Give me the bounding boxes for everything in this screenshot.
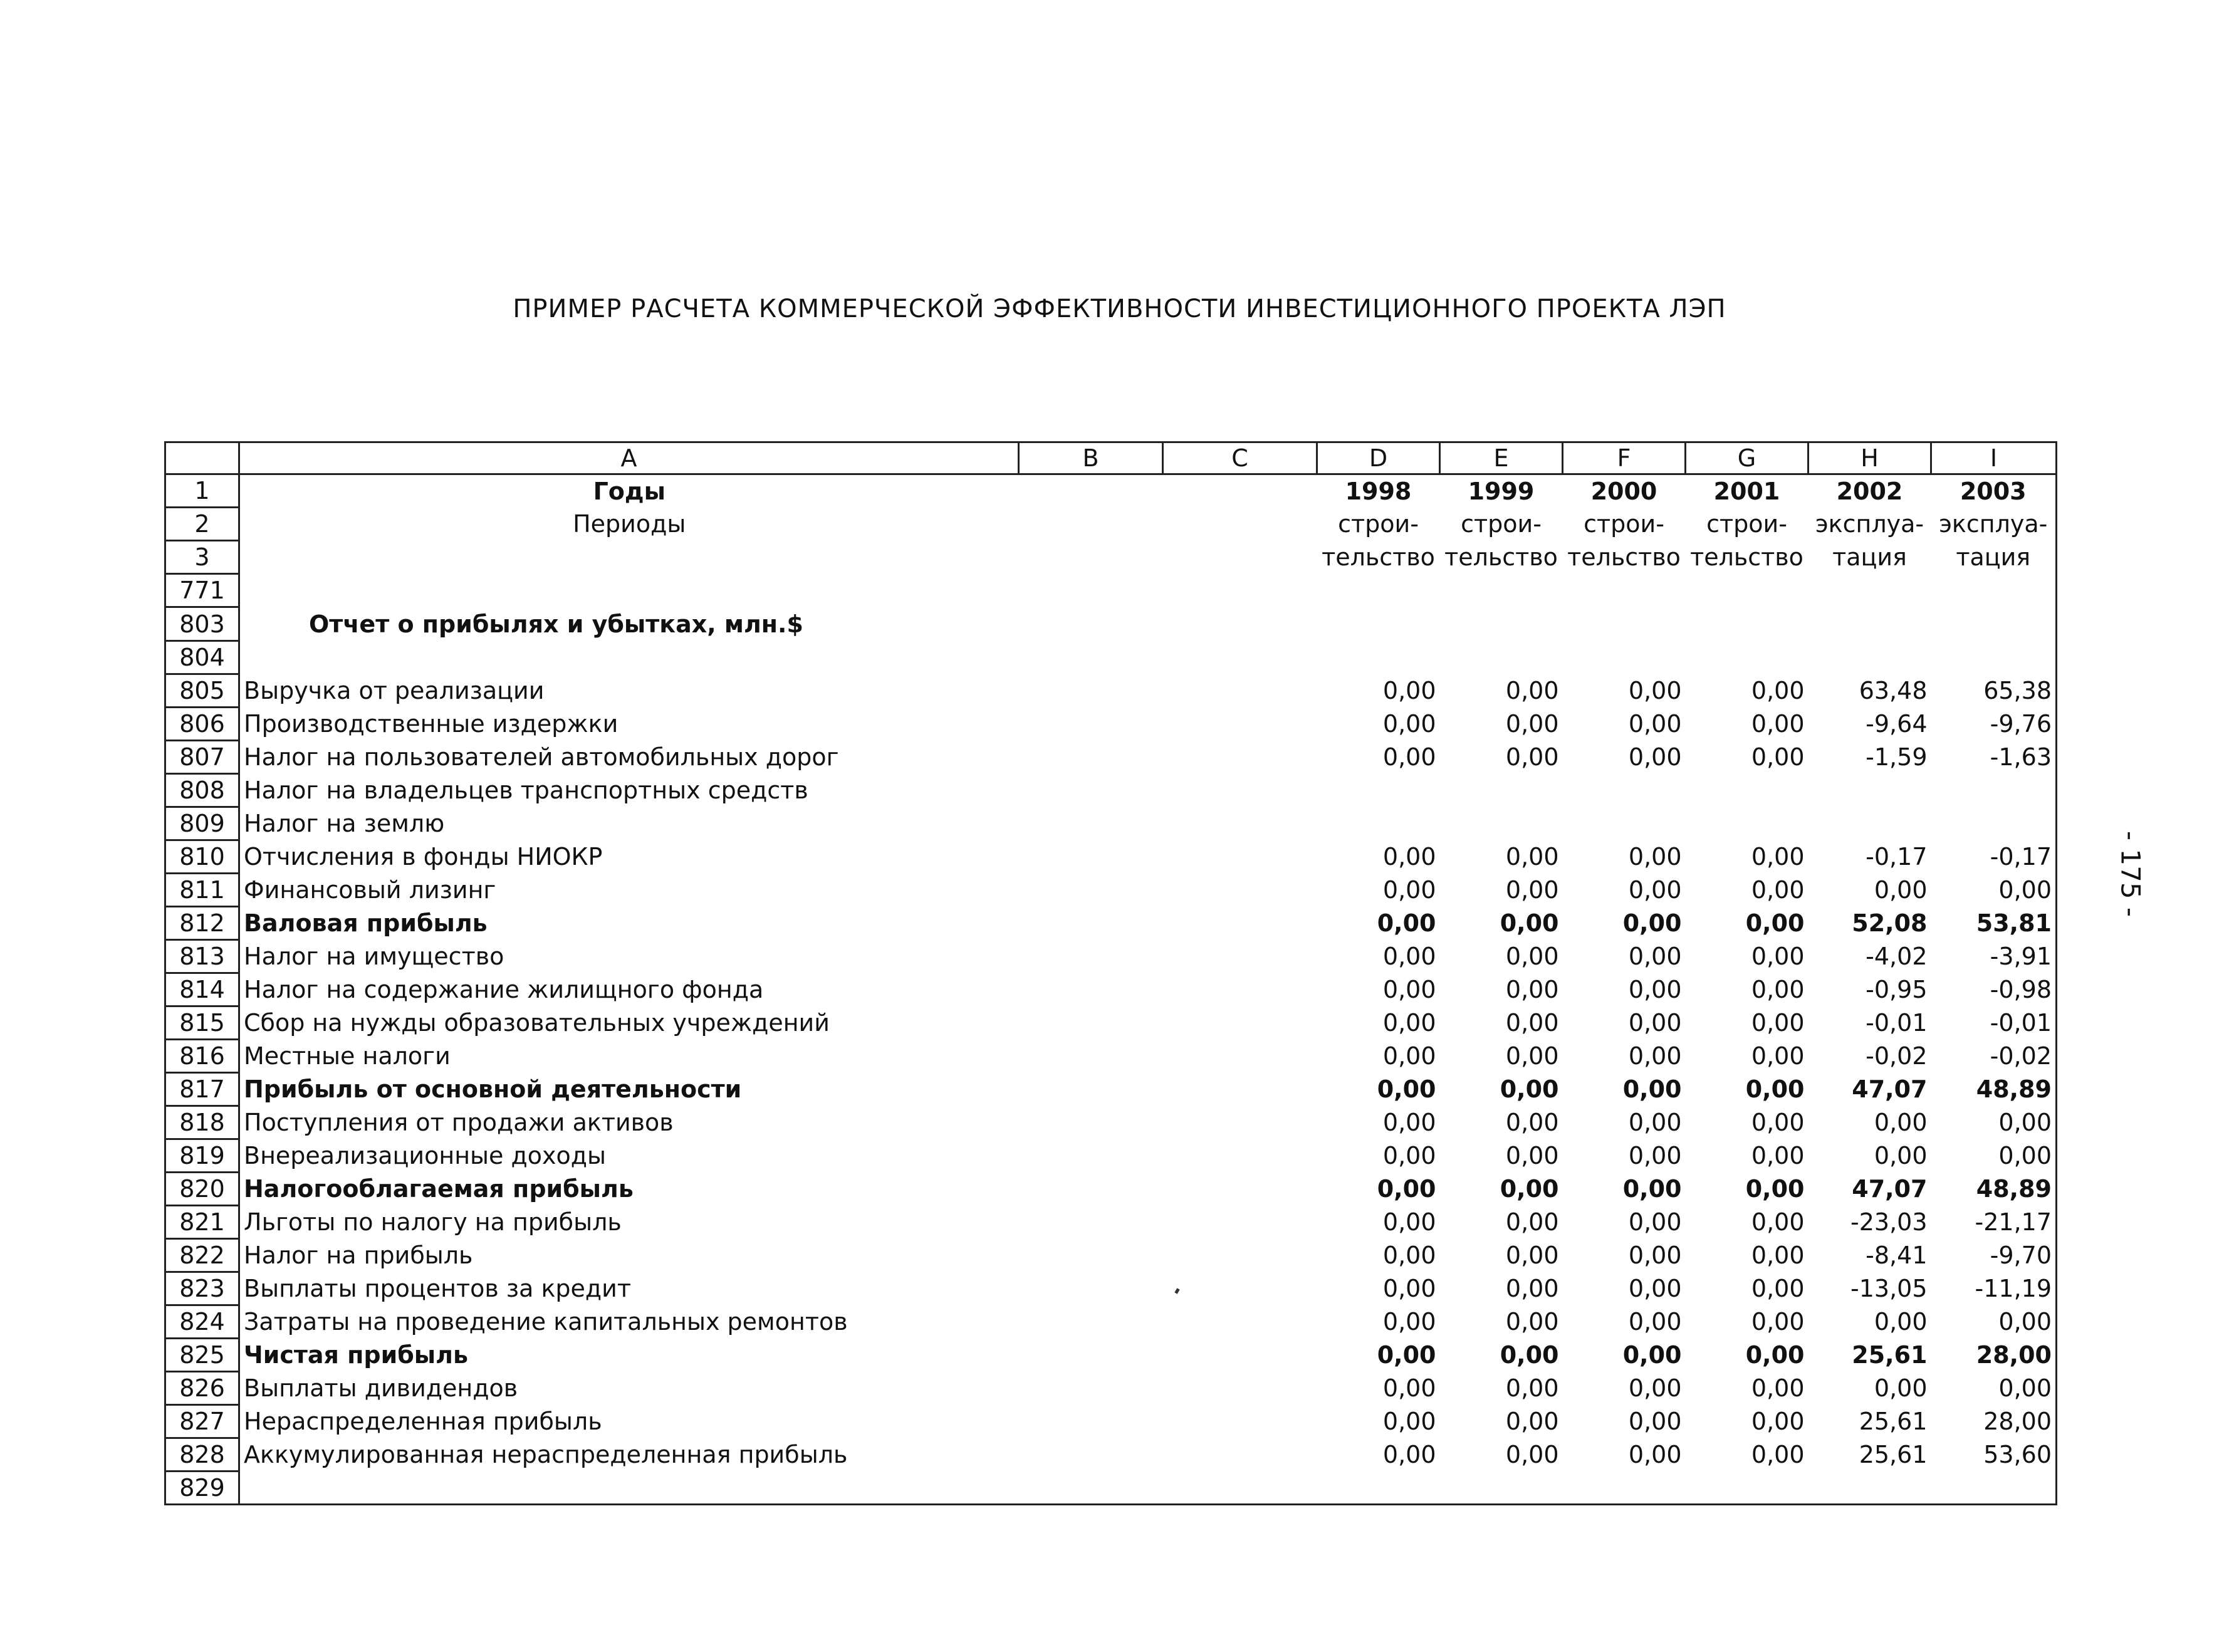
periods-label: Периоды <box>239 508 1019 541</box>
value-cell: 0,00 <box>1628 1109 1682 1136</box>
value-cell: 0,00 <box>1751 843 1805 870</box>
document-title: ПРИМЕР РАСЧЕТА КОММЕРЧЕСКОЙ ЭФФЕКТИВНОСТИ ИНВЕСТИЦИОННОГО ПРОЕКТА ЛЭП <box>513 295 1726 323</box>
table-row <box>165 1006 2057 1040</box>
table-row <box>165 741 2057 774</box>
value-cell: 0,00 <box>1628 1242 1682 1269</box>
value-cell: -11,19 <box>1931 1272 2057 1305</box>
value-cell: 0,00 <box>1745 1175 1805 1203</box>
row-label: Налог на владельцев транспортных средств <box>239 774 1317 807</box>
table-row <box>165 1272 2057 1305</box>
row-number: 814 <box>165 973 239 1006</box>
value-cell: 0,00 <box>1505 843 1559 870</box>
column-header: G <box>1686 442 1808 474</box>
periods-row <box>165 508 2057 541</box>
value-cell: 0,00 <box>1505 976 1559 1003</box>
row-label: Поступления от продажи активов <box>239 1106 1317 1139</box>
row-number: 829 <box>165 1472 239 1505</box>
value-cell: 0,00 <box>1628 710 1682 738</box>
value-cell: -0,02 <box>1866 1042 1928 1070</box>
value-cell: -4,02 <box>1866 943 1928 970</box>
table-row <box>165 708 2057 741</box>
value-cell: 0,00 <box>1377 1075 1436 1103</box>
value-cell: 0,00 <box>1505 1109 1559 1136</box>
value-cell: -1,59 <box>1866 743 1928 771</box>
row-label: Местные налоги <box>239 1040 1317 1073</box>
value-cell: -23,03 <box>1850 1208 1928 1236</box>
column-header: D <box>1317 442 1440 474</box>
period-cell: строи- <box>1706 510 1787 538</box>
table-row <box>165 1073 2057 1106</box>
table-row <box>165 1206 2057 1239</box>
value-cell: 0,00 <box>1382 976 1436 1003</box>
value-cell: 0,00 <box>1628 876 1682 904</box>
row-number: 818 <box>165 1106 239 1139</box>
value-cell: -21,17 <box>1931 1206 2057 1239</box>
row-label: Прибыль от основной деятельности <box>239 1073 1317 1106</box>
row-number: 823 <box>165 1272 239 1305</box>
year-cell: 2001 <box>1713 477 1780 505</box>
period-cell: строи- <box>1461 510 1542 538</box>
value-cell: 65,38 <box>1931 674 2057 708</box>
row-label: Производственные издержки <box>239 708 1317 741</box>
value-cell: 53,60 <box>1931 1438 2057 1472</box>
period-cell: строи- <box>1338 510 1419 538</box>
value-cell: -3,91 <box>1931 940 2057 973</box>
value-cell: 0,00 <box>1382 1275 1436 1302</box>
table-row <box>165 1405 2057 1438</box>
value-cell <box>1440 807 1563 840</box>
value-cell: 0,00 <box>1751 1408 1805 1435</box>
period-cell: эксплуа- <box>1931 508 2057 541</box>
row-number: 816 <box>165 1040 239 1073</box>
table-row <box>165 1438 2057 1472</box>
value-cell: 0,00 <box>1751 976 1805 1003</box>
column-header: H <box>1808 442 1931 474</box>
value-cell: 0,00 <box>1382 1109 1436 1136</box>
row-number: 812 <box>165 907 239 940</box>
row-label: Отчисления в фонды НИОКР <box>239 840 1317 874</box>
value-cell: 28,00 <box>1931 1405 2057 1438</box>
table-row <box>165 940 2057 973</box>
value-cell: 0,00 <box>1382 743 1436 771</box>
table-row <box>165 840 2057 874</box>
row-number: 828 <box>165 1438 239 1472</box>
empty-row <box>165 574 2057 607</box>
table-row <box>165 907 2057 940</box>
value-cell: 0,00 <box>1377 1341 1436 1369</box>
value-cell: 0,00 <box>1751 1042 1805 1070</box>
row-number: 819 <box>165 1139 239 1173</box>
value-cell: 0,00 <box>1628 1408 1682 1435</box>
value-cell <box>1931 807 2057 840</box>
column-header: E <box>1440 442 1563 474</box>
row-number: 803 <box>165 607 239 641</box>
value-cell: 0,00 <box>1377 909 1436 937</box>
value-cell: 48,89 <box>1931 1173 2057 1206</box>
value-cell <box>1317 774 1440 807</box>
value-cell <box>1563 774 1686 807</box>
row-label: Налог на прибыль <box>239 1239 1317 1272</box>
value-cell: 0,00 <box>1874 1374 1928 1402</box>
value-cell: 0,00 <box>1628 743 1682 771</box>
value-cell: 25,61 <box>1852 1341 1928 1369</box>
value-cell: 0,00 <box>1382 1308 1436 1336</box>
table-row <box>165 874 2057 907</box>
row-number: 822 <box>165 1239 239 1272</box>
row-number: 771 <box>165 574 239 607</box>
value-cell: 0,00 <box>1622 1075 1682 1103</box>
row-label: Выплаты процентов за кредит <box>239 1272 1317 1305</box>
value-cell: 52,08 <box>1852 909 1928 937</box>
table-row <box>165 973 2057 1006</box>
corner-cell <box>165 442 239 474</box>
value-cell <box>1931 774 2057 807</box>
table-row <box>165 674 2057 708</box>
row-label: Нераспределенная прибыль <box>239 1405 1317 1438</box>
value-cell: 0,00 <box>1382 710 1436 738</box>
value-cell: -9,70 <box>1931 1239 2057 1272</box>
period-cell: эксплуа- <box>1815 510 1924 538</box>
value-cell: 0,00 <box>1382 1042 1436 1070</box>
value-cell: 0,00 <box>1382 677 1436 704</box>
section-row <box>165 607 2057 641</box>
value-cell: 0,00 <box>1628 1142 1682 1169</box>
value-cell: 0,00 <box>1628 1374 1682 1402</box>
value-cell: 0,00 <box>1377 1175 1436 1203</box>
value-cell: 0,00 <box>1751 1208 1805 1236</box>
row-number: 2 <box>165 508 239 541</box>
value-cell: 0,00 <box>1382 1142 1436 1169</box>
column-header: F <box>1563 442 1686 474</box>
value-cell <box>1686 774 1808 807</box>
value-cell: 0,00 <box>1628 1009 1682 1037</box>
period-cell: тельство <box>1567 543 1681 571</box>
value-cell: 0,00 <box>1505 1374 1559 1402</box>
value-cell: 0,00 <box>1505 710 1559 738</box>
row-label: Чистая прибыль <box>239 1339 1317 1372</box>
row-label: Налогооблагаемая прибыль <box>239 1173 1317 1206</box>
row-number: 809 <box>165 807 239 840</box>
value-cell: 0,00 <box>1751 1441 1805 1468</box>
value-cell: 0,00 <box>1382 1441 1436 1468</box>
row-label: Финансовый лизинг <box>239 874 1317 907</box>
value-cell: 0,00 <box>1751 1374 1805 1402</box>
value-cell: 48,89 <box>1931 1073 2057 1106</box>
value-cell: 0,00 <box>1505 1308 1559 1336</box>
value-cell: 0,00 <box>1505 677 1559 704</box>
table-row <box>165 1139 2057 1173</box>
value-cell: 0,00 <box>1505 876 1559 904</box>
year-cell: 2000 <box>1590 477 1657 505</box>
row-number: 1 <box>165 474 239 508</box>
table-row <box>165 774 2057 807</box>
value-cell: 0,00 <box>1751 710 1805 738</box>
page-number: - 175 - <box>2115 830 2146 917</box>
section-title: Отчет о прибылях и убытках, млн.$ <box>239 607 1931 641</box>
row-number: 825 <box>165 1339 239 1372</box>
value-cell: 0,00 <box>1628 677 1682 704</box>
period-cell: тация <box>1832 543 1907 571</box>
value-cell <box>1440 774 1563 807</box>
value-cell: 0,00 <box>1622 1341 1682 1369</box>
table-row <box>165 1305 2057 1339</box>
value-cell: 47,07 <box>1852 1075 1928 1103</box>
column-header: B <box>1019 442 1163 474</box>
value-cell <box>1808 774 1931 807</box>
value-cell: 0,00 <box>1751 1308 1805 1336</box>
row-label: Выручка от реализации <box>239 674 1317 708</box>
value-cell: 0,00 <box>1505 1208 1559 1236</box>
value-cell: 0,00 <box>1622 1175 1682 1203</box>
value-cell: 0,00 <box>1751 1275 1805 1302</box>
value-cell: 0,00 <box>1382 1374 1436 1402</box>
value-cell: 47,07 <box>1852 1175 1928 1203</box>
column-header: A <box>239 442 1019 474</box>
value-cell: 0,00 <box>1622 909 1682 937</box>
row-label: Льготы по налогу на прибыль <box>239 1206 1317 1239</box>
period-cell: тельство <box>1690 543 1803 571</box>
value-cell: 0,00 <box>1931 1372 2057 1405</box>
value-cell: 0,00 <box>1500 1075 1559 1103</box>
value-cell: 0,00 <box>1751 1009 1805 1037</box>
row-number: 810 <box>165 840 239 874</box>
row-label: Налог на имущество <box>239 940 1317 973</box>
value-cell: 0,00 <box>1382 1408 1436 1435</box>
value-cell: -0,01 <box>1931 1006 2057 1040</box>
row-number: 811 <box>165 874 239 907</box>
value-cell: 0,00 <box>1382 876 1436 904</box>
value-cell: 0,00 <box>1628 1042 1682 1070</box>
value-cell: 0,00 <box>1628 843 1682 870</box>
year-cell: 1999 <box>1468 477 1535 505</box>
row-label: Валовая прибыль <box>239 907 1317 940</box>
value-cell: 0,00 <box>1628 976 1682 1003</box>
value-cell: -0,02 <box>1931 1040 2057 1073</box>
value-cell: 0,00 <box>1931 1139 2057 1173</box>
value-cell: 0,00 <box>1505 1441 1559 1468</box>
value-cell <box>1808 807 1931 840</box>
value-cell: 0,00 <box>1628 943 1682 970</box>
row-number: 821 <box>165 1206 239 1239</box>
value-cell: 0,00 <box>1628 1275 1682 1302</box>
table-row <box>165 1372 2057 1405</box>
year-cell: 1998 <box>1345 477 1412 505</box>
empty-row <box>165 1472 2057 1505</box>
value-cell: -9,76 <box>1931 708 2057 741</box>
value-cell: 25,61 <box>1859 1441 1928 1468</box>
profit-loss-table <box>164 441 2057 1505</box>
row-label: Сбор на нужды образовательных учреждений <box>239 1006 1317 1040</box>
row-number: 807 <box>165 741 239 774</box>
row-number: 826 <box>165 1372 239 1405</box>
value-cell: 0,00 <box>1931 1305 2057 1339</box>
periods-row-continued <box>165 541 2057 574</box>
value-cell <box>1317 807 1440 840</box>
value-cell: -0,98 <box>1931 973 2057 1006</box>
value-cell: 0,00 <box>1505 1408 1559 1435</box>
value-cell: 0,00 <box>1505 943 1559 970</box>
value-cell: 0,00 <box>1500 909 1559 937</box>
value-cell: 0,00 <box>1628 1308 1682 1336</box>
value-cell: 0,00 <box>1874 1308 1928 1336</box>
row-label: Налог на пользователей автомобильных дорог <box>239 741 1317 774</box>
value-cell: 0,00 <box>1505 1009 1559 1037</box>
value-cell: 0,00 <box>1382 1208 1436 1236</box>
year-cell: 2002 <box>1836 477 1903 505</box>
column-header: C <box>1163 442 1317 474</box>
value-cell: 0,00 <box>1751 1242 1805 1269</box>
value-cell: 0,00 <box>1751 876 1805 904</box>
period-cell: тельство <box>1322 543 1435 571</box>
row-number: 827 <box>165 1405 239 1438</box>
value-cell: 0,00 <box>1628 1208 1682 1236</box>
row-number: 806 <box>165 708 239 741</box>
row-label: Налог на землю <box>239 807 1317 840</box>
row-number: 824 <box>165 1305 239 1339</box>
column-header: I <box>1931 442 2057 474</box>
value-cell: 0,00 <box>1382 843 1436 870</box>
empty-row <box>165 641 2057 674</box>
value-cell <box>1686 807 1808 840</box>
value-cell: 0,00 <box>1500 1175 1559 1203</box>
row-label: Внереализационные доходы <box>239 1139 1317 1173</box>
value-cell: -0,01 <box>1866 1009 1928 1037</box>
row-number: 817 <box>165 1073 239 1106</box>
row-label: Аккумулированная нераспределенная прибыль <box>239 1438 1317 1472</box>
row-number: 820 <box>165 1173 239 1206</box>
value-cell: 0,00 <box>1382 1009 1436 1037</box>
row-number: 3 <box>165 541 239 574</box>
period-cell: тация <box>1931 541 2057 574</box>
row-label: Затраты на проведение капитальных ремонтов <box>239 1305 1317 1339</box>
value-cell: 0,00 <box>1931 874 2057 907</box>
value-cell: 0,00 <box>1382 1242 1436 1269</box>
value-cell: 0,00 <box>1931 1106 2057 1139</box>
value-cell: 0,00 <box>1505 1142 1559 1169</box>
years-label: Годы <box>239 474 1019 508</box>
value-cell: -8,41 <box>1866 1242 1928 1269</box>
row-label: Налог на содержание жилищного фонда <box>239 973 1317 1006</box>
value-cell: 0,00 <box>1382 943 1436 970</box>
value-cell: 0,00 <box>1751 743 1805 771</box>
table-row <box>165 807 2057 840</box>
row-number: 815 <box>165 1006 239 1040</box>
value-cell: 0,00 <box>1500 1341 1559 1369</box>
value-cell: -0,95 <box>1866 976 1928 1003</box>
value-cell: 0,00 <box>1874 1109 1928 1136</box>
table-row <box>165 1173 2057 1206</box>
value-cell: 0,00 <box>1751 677 1805 704</box>
value-cell: 0,00 <box>1751 943 1805 970</box>
table-row <box>165 1339 2057 1372</box>
row-label: Выплаты дивидендов <box>239 1372 1317 1405</box>
value-cell: 28,00 <box>1931 1339 2057 1372</box>
year-cell: 2003 <box>1931 474 2057 508</box>
value-cell: 0,00 <box>1874 876 1928 904</box>
value-cell: 0,00 <box>1745 909 1805 937</box>
table-row <box>165 1106 2057 1139</box>
value-cell: 25,61 <box>1859 1408 1928 1435</box>
value-cell: 0,00 <box>1745 1075 1805 1103</box>
value-cell: -0,17 <box>1931 840 2057 874</box>
row-number: 804 <box>165 641 239 674</box>
value-cell: 0,00 <box>1874 1142 1928 1169</box>
row-number: 813 <box>165 940 239 973</box>
value-cell: -13,05 <box>1850 1275 1928 1302</box>
value-cell: -0,17 <box>1866 843 1928 870</box>
value-cell: 0,00 <box>1505 1242 1559 1269</box>
value-cell: 0,00 <box>1505 743 1559 771</box>
value-cell: 0,00 <box>1628 1441 1682 1468</box>
value-cell: -1,63 <box>1931 741 2057 774</box>
period-cell: тельство <box>1444 543 1558 571</box>
value-cell: -9,64 <box>1866 710 1928 738</box>
value-cell: 0,00 <box>1751 1109 1805 1136</box>
period-cell: строи- <box>1584 510 1664 538</box>
value-cell: 0,00 <box>1505 1042 1559 1070</box>
row-number: 805 <box>165 674 239 708</box>
value-cell <box>1563 807 1686 840</box>
value-cell: 0,00 <box>1751 1142 1805 1169</box>
value-cell: 63,48 <box>1859 677 1928 704</box>
value-cell: 53,81 <box>1931 907 2057 940</box>
row-number: 808 <box>165 774 239 807</box>
table-row <box>165 1239 2057 1272</box>
years-row <box>165 474 2057 508</box>
table-row <box>165 1040 2057 1073</box>
value-cell: 0,00 <box>1745 1341 1805 1369</box>
value-cell: 0,00 <box>1505 1275 1559 1302</box>
column-header-row <box>165 442 2057 474</box>
